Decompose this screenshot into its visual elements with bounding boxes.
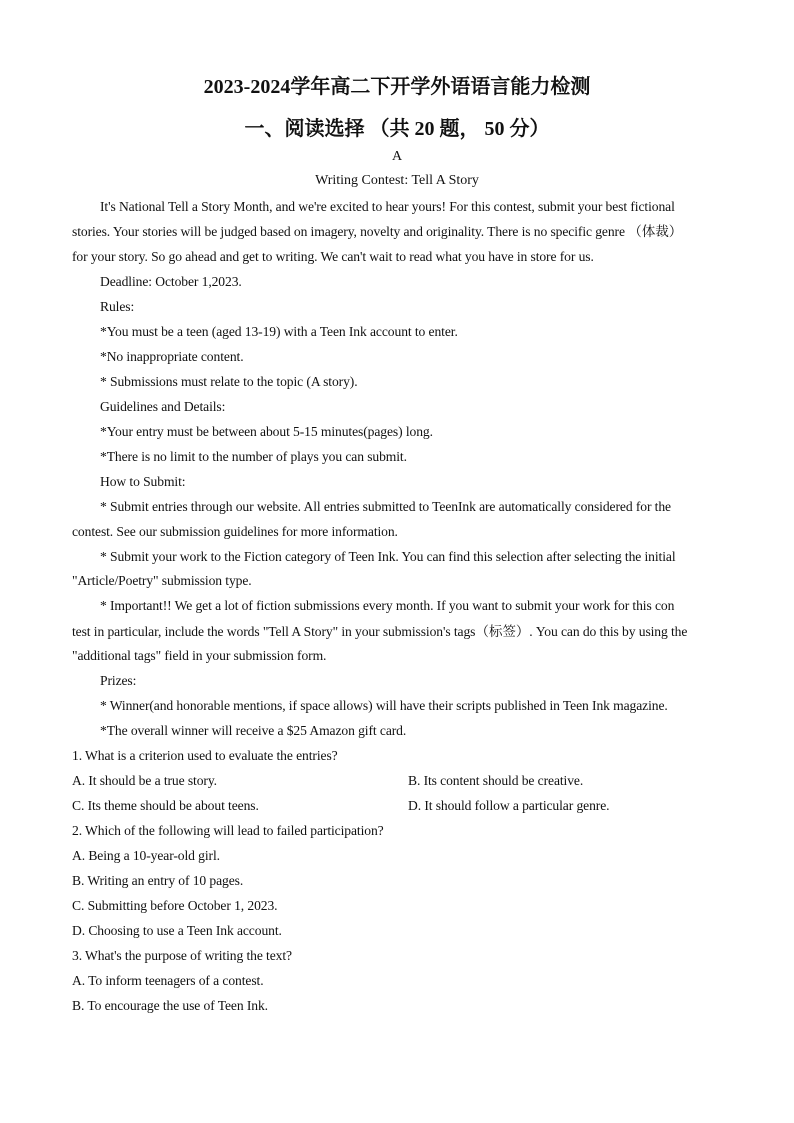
passage-label: A xyxy=(391,149,403,164)
rule-2: *No inappropriate content. xyxy=(100,349,244,364)
how-1b: contest. See our submission guidelines for more information. xyxy=(72,524,398,539)
prize-2: *The overall winner will receive a $25 Amazon gift card. xyxy=(100,723,407,738)
question-2-option-d: D. Choosing to use a Teen Ink account. xyxy=(72,923,282,938)
how-2b: "Article/Poetry" submission type. xyxy=(72,573,252,588)
how-3b: test in particular, include the words "Tell A Story" in your submission's tags（标签）. You can do this by using the xyxy=(72,624,688,639)
section-heading: 一、阅读选择 （共 20 题， 50 分） xyxy=(244,118,550,140)
rule-3: * Submissions must relate to the topic (A story). xyxy=(100,374,358,389)
how-3c: "additional tags" field in your submission form. xyxy=(72,648,327,663)
question-1-stem: 1. What is a criterion used to evaluate the entries? xyxy=(72,748,338,763)
deadline: Deadline: October 1,2023. xyxy=(100,274,242,289)
exam-title: 2023-2024学年高二下开学外语语言能力检测 xyxy=(203,76,591,98)
question-1-option-d: D. It should follow a particular genre. xyxy=(408,798,610,813)
prizes-heading: Prizes: xyxy=(100,673,137,688)
question-3-stem: 3. What's the purpose of writing the text? xyxy=(72,948,292,963)
question-1-option-a: A. It should be a true story. xyxy=(72,773,217,788)
question-3-option-b: B. To encourage the use of Teen Ink. xyxy=(72,998,268,1013)
question-3-option-a: A. To inform teenagers of a contest. xyxy=(72,973,264,988)
intro-line-3: for your story. So go ahead and get to writing. We can't wait to read what you have in store for us. xyxy=(72,249,594,264)
guideline-1: *Your entry must be between about 5-15 minutes(pages) long. xyxy=(100,424,433,439)
passage-heading: Writing Contest: Tell A Story xyxy=(315,173,479,188)
question-2-option-a: A. Being a 10-year-old girl. xyxy=(72,848,220,863)
intro-line-2: stories. Your stories will be judged based on imagery, novelty and originality. There is no specific genre （体裁） xyxy=(72,224,683,239)
question-2-stem: 2. Which of the following will lead to failed participation? xyxy=(72,823,384,838)
intro-line-1: It's National Tell a Story Month, and we're excited to hear yours! For this contest, submit your best fictional xyxy=(100,199,675,214)
question-2-option-c: C. Submitting before October 1, 2023. xyxy=(72,898,278,913)
how-3a: * Important!! We get a lot of fiction submissions every month. If you want to submit your work for this con xyxy=(100,598,675,613)
guidelines-heading: Guidelines and Details: xyxy=(100,399,226,414)
rule-1: *You must be a teen (aged 13-19) with a Teen Ink account to enter. xyxy=(100,324,458,339)
how-heading: How to Submit: xyxy=(100,474,186,489)
prize-1: * Winner(and honorable mentions, if space allows) will have their scripts published in Teen Ink magazine. xyxy=(100,698,668,713)
rules-heading: Rules: xyxy=(100,299,135,314)
guideline-2: *There is no limit to the number of plays you can submit. xyxy=(100,449,407,464)
question-1-option-c: C. Its theme should be about teens. xyxy=(72,798,259,813)
question-1-option-b: B. Its content should be creative. xyxy=(408,773,584,788)
how-2a: * Submit your work to the Fiction category of Teen Ink. You can find this selection after selecting the initial xyxy=(100,549,676,564)
how-1a: * Submit entries through our website. All entries submitted to TeenInk are automatically considered for the xyxy=(100,499,671,514)
question-2-option-b: B. Writing an entry of 10 pages. xyxy=(72,873,244,888)
